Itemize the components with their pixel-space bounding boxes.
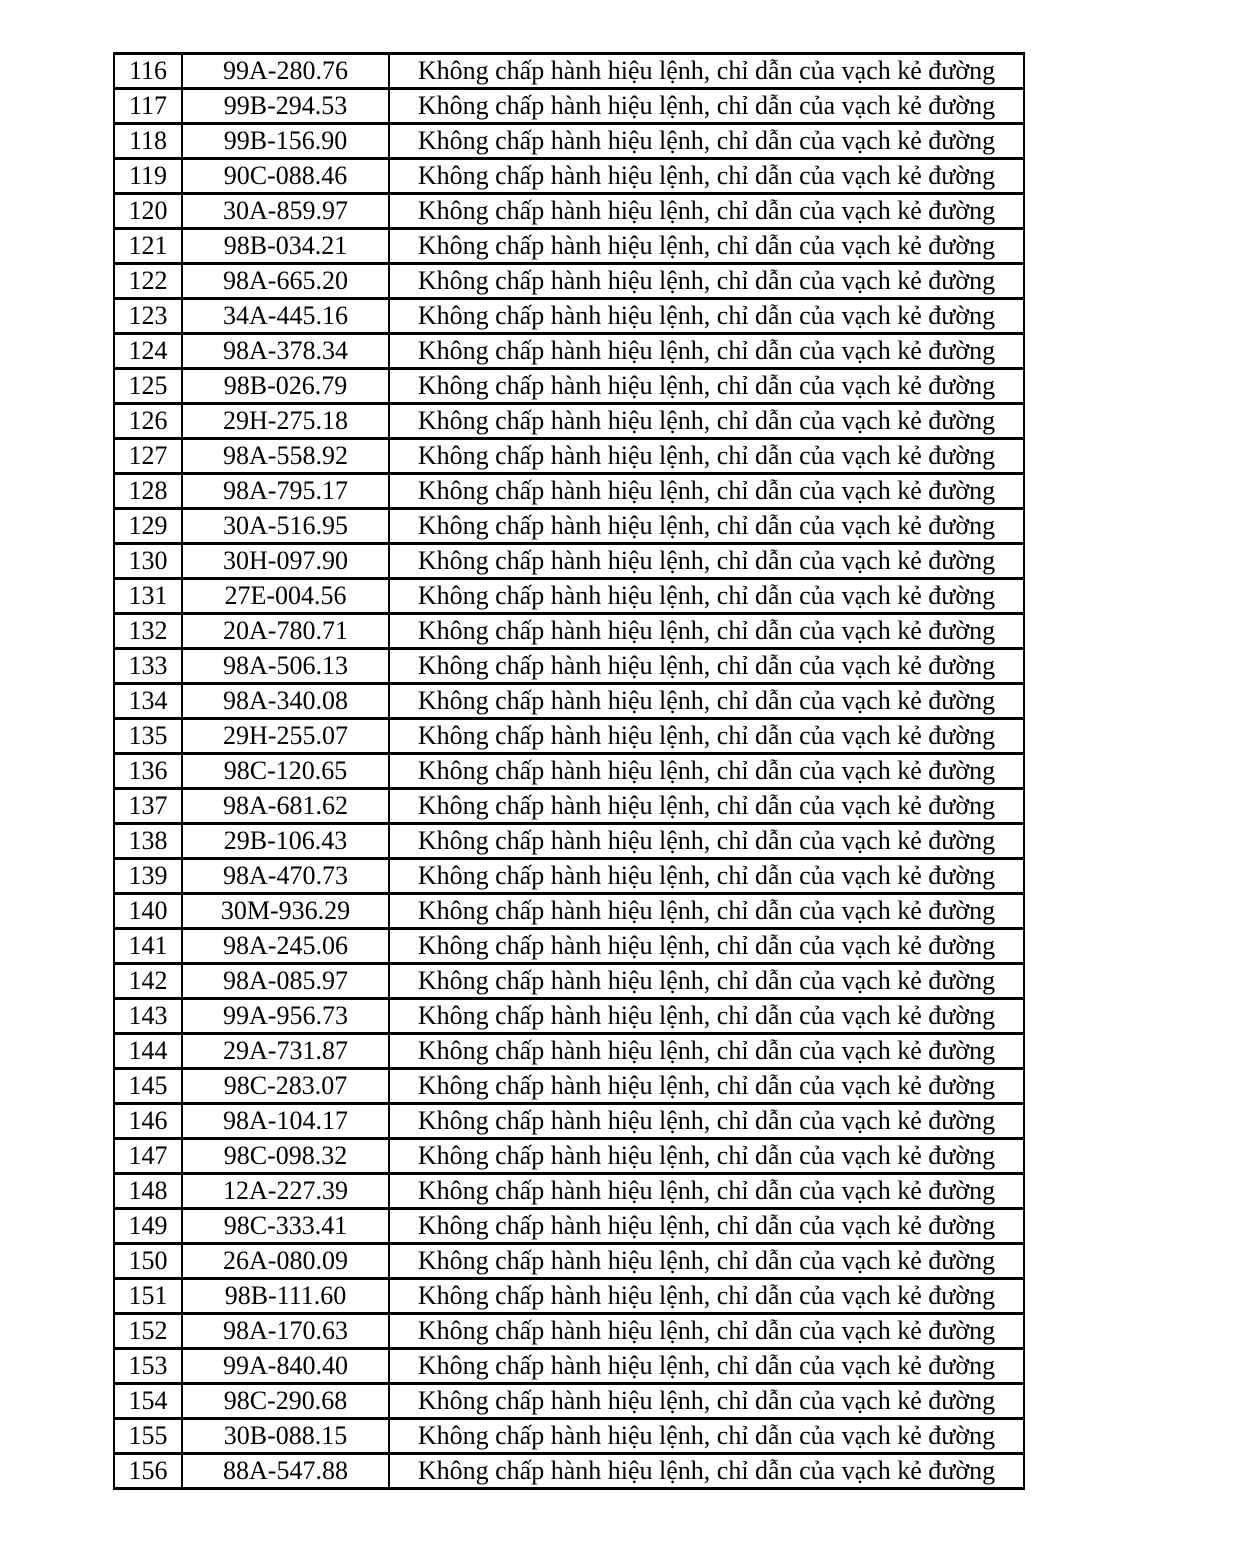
violation-description-cell: Không chấp hành hiệu lệnh, chỉ dẫn của vạch kẻ đường (389, 299, 1024, 334)
row-number-cell: 139 (114, 859, 182, 894)
table-row (114, 124, 1024, 159)
violation-description-cell: Không chấp hành hiệu lệnh, chỉ dẫn của vạch kẻ đường (389, 684, 1024, 719)
table-row (114, 1104, 1024, 1139)
table-row (114, 1139, 1024, 1174)
row-number-cell: 155 (114, 1419, 182, 1454)
plate-number-cell: 98C-333.41 (182, 1209, 389, 1244)
plate-number-cell: 29A-731.87 (182, 1034, 389, 1069)
plate-number-cell: 27E-004.56 (182, 579, 389, 614)
row-number-cell: 143 (114, 999, 182, 1034)
table-row (114, 1454, 1024, 1489)
plate-number-cell: 30A-516.95 (182, 509, 389, 544)
plate-number-cell: 98A-085.97 (182, 964, 389, 999)
plate-number-cell: 30A-859.97 (182, 194, 389, 229)
violation-description-cell: Không chấp hành hiệu lệnh, chỉ dẫn của vạch kẻ đường (389, 1349, 1024, 1384)
row-number-cell: 131 (114, 579, 182, 614)
violation-description-cell: Không chấp hành hiệu lệnh, chỉ dẫn của vạch kẻ đường (389, 719, 1024, 754)
row-number-cell: 142 (114, 964, 182, 999)
plate-number-cell: 30M-936.29 (182, 894, 389, 929)
violation-description-cell: Không chấp hành hiệu lệnh, chỉ dẫn của vạch kẻ đường (389, 229, 1024, 264)
plate-number-cell: 98A-558.92 (182, 439, 389, 474)
plate-number-cell: 29B-106.43 (182, 824, 389, 859)
violation-description-cell: Không chấp hành hiệu lệnh, chỉ dẫn của vạch kẻ đường (389, 1279, 1024, 1314)
violation-description-cell: Không chấp hành hiệu lệnh, chỉ dẫn của vạch kẻ đường (389, 1069, 1024, 1104)
table-row (114, 754, 1024, 789)
plate-number-cell: 98C-283.07 (182, 1069, 389, 1104)
row-number-cell: 117 (114, 89, 182, 124)
row-number-cell: 149 (114, 1209, 182, 1244)
plate-number-cell: 34A-445.16 (182, 299, 389, 334)
violation-description-cell: Không chấp hành hiệu lệnh, chỉ dẫn của vạch kẻ đường (389, 824, 1024, 859)
plate-number-cell: 29H-275.18 (182, 404, 389, 439)
table-row (114, 719, 1024, 754)
table-row (114, 579, 1024, 614)
violation-description-cell: Không chấp hành hiệu lệnh, chỉ dẫn của vạch kẻ đường (389, 1454, 1024, 1489)
violation-description-cell: Không chấp hành hiệu lệnh, chỉ dẫn của vạch kẻ đường (389, 404, 1024, 439)
violation-description-cell: Không chấp hành hiệu lệnh, chỉ dẫn của vạch kẻ đường (389, 544, 1024, 579)
plate-number-cell: 98A-506.13 (182, 649, 389, 684)
table-row (114, 1174, 1024, 1209)
row-number-cell: 129 (114, 509, 182, 544)
table-row (114, 824, 1024, 859)
row-number-cell: 141 (114, 929, 182, 964)
violation-description-cell: Không chấp hành hiệu lệnh, chỉ dẫn của vạch kẻ đường (389, 1104, 1024, 1139)
row-number-cell: 135 (114, 719, 182, 754)
row-number-cell: 133 (114, 649, 182, 684)
row-number-cell: 147 (114, 1139, 182, 1174)
row-number-cell: 128 (114, 474, 182, 509)
violation-description-cell: Không chấp hành hiệu lệnh, chỉ dẫn của vạch kẻ đường (389, 439, 1024, 474)
plate-number-cell: 30H-097.90 (182, 544, 389, 579)
violation-description-cell: Không chấp hành hiệu lệnh, chỉ dẫn của vạch kẻ đường (389, 964, 1024, 999)
violation-description-cell: Không chấp hành hiệu lệnh, chỉ dẫn của vạch kẻ đường (389, 1034, 1024, 1069)
violation-description-cell: Không chấp hành hiệu lệnh, chỉ dẫn của vạch kẻ đường (389, 1384, 1024, 1419)
plate-number-cell: 99A-280.76 (182, 54, 389, 89)
violation-description-cell: Không chấp hành hiệu lệnh, chỉ dẫn của vạch kẻ đường (389, 1209, 1024, 1244)
table-row (114, 929, 1024, 964)
row-number-cell: 140 (114, 894, 182, 929)
row-number-cell: 144 (114, 1034, 182, 1069)
table-row (114, 404, 1024, 439)
plate-number-cell: 30B-088.15 (182, 1419, 389, 1454)
violation-description-cell: Không chấp hành hiệu lệnh, chỉ dẫn của vạch kẻ đường (389, 124, 1024, 159)
row-number-cell: 145 (114, 1069, 182, 1104)
table-row (114, 1419, 1024, 1454)
violation-description-cell: Không chấp hành hiệu lệnh, chỉ dẫn của vạch kẻ đường (389, 194, 1024, 229)
row-number-cell: 134 (114, 684, 182, 719)
table-row (114, 1314, 1024, 1349)
violation-description-cell: Không chấp hành hiệu lệnh, chỉ dẫn của vạch kẻ đường (389, 369, 1024, 404)
row-number-cell: 152 (114, 1314, 182, 1349)
plate-number-cell: 98A-340.08 (182, 684, 389, 719)
table-row (114, 614, 1024, 649)
table-row (114, 544, 1024, 579)
row-number-cell: 126 (114, 404, 182, 439)
table-row (114, 999, 1024, 1034)
plate-number-cell: 98A-665.20 (182, 264, 389, 299)
table-row (114, 369, 1024, 404)
table-row (114, 334, 1024, 369)
plate-number-cell: 98A-681.62 (182, 789, 389, 824)
violation-description-cell: Không chấp hành hiệu lệnh, chỉ dẫn của vạch kẻ đường (389, 89, 1024, 124)
row-number-cell: 154 (114, 1384, 182, 1419)
violation-table-body (114, 54, 1024, 1489)
violation-description-cell: Không chấp hành hiệu lệnh, chỉ dẫn của vạch kẻ đường (389, 1314, 1024, 1349)
plate-number-cell: 98A-170.63 (182, 1314, 389, 1349)
row-number-cell: 123 (114, 299, 182, 334)
violation-description-cell: Không chấp hành hiệu lệnh, chỉ dẫn của vạch kẻ đường (389, 754, 1024, 789)
violation-description-cell: Không chấp hành hiệu lệnh, chỉ dẫn của vạch kẻ đường (389, 894, 1024, 929)
plate-number-cell: 98A-470.73 (182, 859, 389, 894)
violation-table (113, 52, 1025, 1490)
plate-number-cell: 98B-111.60 (182, 1279, 389, 1314)
table-row (114, 1209, 1024, 1244)
row-number-cell: 153 (114, 1349, 182, 1384)
table-row (114, 1279, 1024, 1314)
table-row (114, 229, 1024, 264)
violation-description-cell: Không chấp hành hiệu lệnh, chỉ dẫn của vạch kẻ đường (389, 334, 1024, 369)
table-row (114, 1244, 1024, 1279)
plate-number-cell: 98A-378.34 (182, 334, 389, 369)
violation-description-cell: Không chấp hành hiệu lệnh, chỉ dẫn của vạch kẻ đường (389, 1139, 1024, 1174)
row-number-cell: 150 (114, 1244, 182, 1279)
violation-description-cell: Không chấp hành hiệu lệnh, chỉ dẫn của vạch kẻ đường (389, 1174, 1024, 1209)
plate-number-cell: 99A-956.73 (182, 999, 389, 1034)
plate-number-cell: 88A-547.88 (182, 1454, 389, 1489)
row-number-cell: 116 (114, 54, 182, 89)
plate-number-cell: 90C-088.46 (182, 159, 389, 194)
table-row (114, 299, 1024, 334)
row-number-cell: 151 (114, 1279, 182, 1314)
row-number-cell: 138 (114, 824, 182, 859)
plate-number-cell: 98B-034.21 (182, 229, 389, 264)
row-number-cell: 156 (114, 1454, 182, 1489)
violation-description-cell: Không chấp hành hiệu lệnh, chỉ dẫn của vạch kẻ đường (389, 474, 1024, 509)
table-row (114, 1069, 1024, 1104)
plate-number-cell: 26A-080.09 (182, 1244, 389, 1279)
plate-number-cell: 98A-795.17 (182, 474, 389, 509)
table-row (114, 159, 1024, 194)
row-number-cell: 146 (114, 1104, 182, 1139)
table-row (114, 89, 1024, 124)
row-number-cell: 121 (114, 229, 182, 264)
table-row (114, 789, 1024, 824)
table-row (114, 1349, 1024, 1384)
violation-description-cell: Không chấp hành hiệu lệnh, chỉ dẫn của vạch kẻ đường (389, 264, 1024, 299)
plate-number-cell: 98B-026.79 (182, 369, 389, 404)
plate-number-cell: 99B-156.90 (182, 124, 389, 159)
violation-description-cell: Không chấp hành hiệu lệnh, chỉ dẫn của vạch kẻ đường (389, 54, 1024, 89)
table-row (114, 964, 1024, 999)
table-row (114, 194, 1024, 229)
row-number-cell: 124 (114, 334, 182, 369)
plate-number-cell: 29H-255.07 (182, 719, 389, 754)
plate-number-cell: 98A-245.06 (182, 929, 389, 964)
violation-description-cell: Không chấp hành hiệu lệnh, chỉ dẫn của vạch kẻ đường (389, 999, 1024, 1034)
table-row (114, 684, 1024, 719)
table-row (114, 1034, 1024, 1069)
plate-number-cell: 20A-780.71 (182, 614, 389, 649)
violation-description-cell: Không chấp hành hiệu lệnh, chỉ dẫn của vạch kẻ đường (389, 614, 1024, 649)
row-number-cell: 127 (114, 439, 182, 474)
violation-description-cell: Không chấp hành hiệu lệnh, chỉ dẫn của vạch kẻ đường (389, 579, 1024, 614)
row-number-cell: 120 (114, 194, 182, 229)
table-row (114, 439, 1024, 474)
violation-description-cell: Không chấp hành hiệu lệnh, chỉ dẫn của vạch kẻ đường (389, 1244, 1024, 1279)
violation-description-cell: Không chấp hành hiệu lệnh, chỉ dẫn của vạch kẻ đường (389, 929, 1024, 964)
violation-description-cell: Không chấp hành hiệu lệnh, chỉ dẫn của vạch kẻ đường (389, 649, 1024, 684)
plate-number-cell: 99B-294.53 (182, 89, 389, 124)
plate-number-cell: 98C-120.65 (182, 754, 389, 789)
table-row (114, 54, 1024, 89)
row-number-cell: 119 (114, 159, 182, 194)
table-row (114, 859, 1024, 894)
table-row (114, 649, 1024, 684)
plate-number-cell: 98C-098.32 (182, 1139, 389, 1174)
violation-description-cell: Không chấp hành hiệu lệnh, chỉ dẫn của vạch kẻ đường (389, 159, 1024, 194)
violation-description-cell: Không chấp hành hiệu lệnh, chỉ dẫn của vạch kẻ đường (389, 789, 1024, 824)
table-row (114, 894, 1024, 929)
table-row (114, 264, 1024, 299)
plate-number-cell: 98C-290.68 (182, 1384, 389, 1419)
row-number-cell: 118 (114, 124, 182, 159)
table-row (114, 509, 1024, 544)
row-number-cell: 137 (114, 789, 182, 824)
row-number-cell: 130 (114, 544, 182, 579)
violation-description-cell: Không chấp hành hiệu lệnh, chỉ dẫn của vạch kẻ đường (389, 859, 1024, 894)
row-number-cell: 136 (114, 754, 182, 789)
row-number-cell: 122 (114, 264, 182, 299)
plate-number-cell: 98A-104.17 (182, 1104, 389, 1139)
table-row (114, 1384, 1024, 1419)
table-row (114, 474, 1024, 509)
plate-number-cell: 12A-227.39 (182, 1174, 389, 1209)
row-number-cell: 125 (114, 369, 182, 404)
row-number-cell: 148 (114, 1174, 182, 1209)
row-number-cell: 132 (114, 614, 182, 649)
plate-number-cell: 99A-840.40 (182, 1349, 389, 1384)
violation-description-cell: Không chấp hành hiệu lệnh, chỉ dẫn của vạch kẻ đường (389, 509, 1024, 544)
violation-description-cell: Không chấp hành hiệu lệnh, chỉ dẫn của vạch kẻ đường (389, 1419, 1024, 1454)
